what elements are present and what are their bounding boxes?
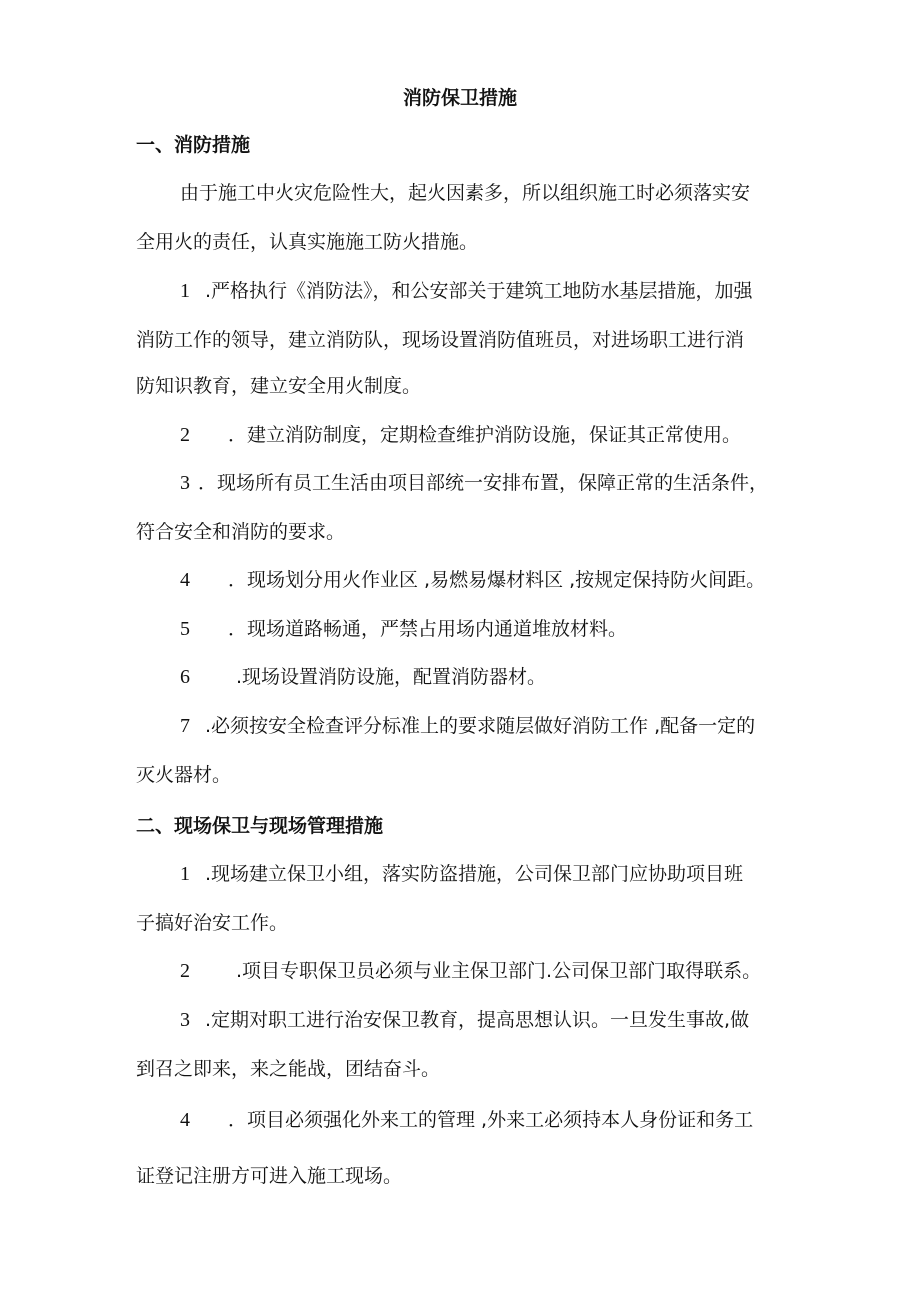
- item-text: 子搞好治安工作。: [136, 912, 289, 934]
- item-text: 符合安全和消防的要求。: [136, 521, 346, 543]
- section-heading-fire-prevention: 一、消防措施: [136, 134, 251, 156]
- document-title: 消防保卫措施: [402, 87, 517, 109]
- item-number: 4: [180, 569, 190, 591]
- item-number: 2: [180, 424, 190, 446]
- item-number: 7: [180, 715, 190, 737]
- item-number: 6: [180, 666, 190, 688]
- item-text: .严格执行《消防法》，和公安部关于建筑工地防水基层措施，加强: [205, 280, 753, 302]
- item-text: ．现场道路畅通，严禁占用场内通道堆放材料。: [228, 618, 628, 640]
- item-number: 1: [180, 280, 190, 302]
- section-heading-security: 二、现场保卫与现场管理措施: [136, 815, 384, 837]
- item-text: 消防工作的领导，建立消防队，现场设置消防值班员，对进场职工进行消: [136, 329, 745, 351]
- item-text: .项目专职保卫员必须与业主保卫部门.公司保卫部门取得联系。: [236, 960, 762, 982]
- item-text: 到召之即来，来之能战，团结奋斗。: [136, 1058, 441, 1080]
- paragraph-line: 全用火的责任，认真实施施工防火措施。: [136, 231, 479, 253]
- item-text: .现场建立保卫小组，落实防盗措施，公司保卫部门应协助项目班: [205, 863, 744, 885]
- item-text: ．项目必须强化外来工的管理 ,外来工必须持本人身份证和务工: [228, 1109, 754, 1131]
- item-text: ．现场划分用火作业区 ,易燃易爆材料区 ,按规定保持防火间距。: [228, 569, 766, 591]
- item-text: ．现场所有员工生活由项目部统一安排布置，保障正常的生活条件，: [198, 472, 769, 494]
- item-text: .定期对职工进行治安保卫教育，提高思想认识。一旦发生事故,做: [205, 1009, 750, 1031]
- item-text: 灭火器材。: [136, 764, 232, 786]
- item-number: 4: [180, 1109, 190, 1131]
- item-number: 5: [180, 618, 190, 640]
- item-text: .必须按安全检查评分标准上的要求随层做好消防工作 ,配备一定的: [205, 715, 756, 737]
- item-text: ．建立消防制度，定期检查维护消防设施，保证其正常使用。: [228, 424, 742, 446]
- item-number: 1: [180, 863, 190, 885]
- item-text: 证登记注册方可进入施工现场。: [136, 1165, 403, 1187]
- item-number: 3: [180, 1009, 190, 1031]
- item-number: 2: [180, 960, 190, 982]
- paragraph-line: 由于施工中火灾危险性大，起火因素多，所以组织施工时必须落实安: [180, 182, 751, 204]
- item-text: .现场设置消防设施，配置消防器材。: [236, 666, 547, 688]
- item-number: 3: [180, 472, 190, 494]
- item-text: 防知识教育，建立安全用火制度。: [136, 375, 422, 397]
